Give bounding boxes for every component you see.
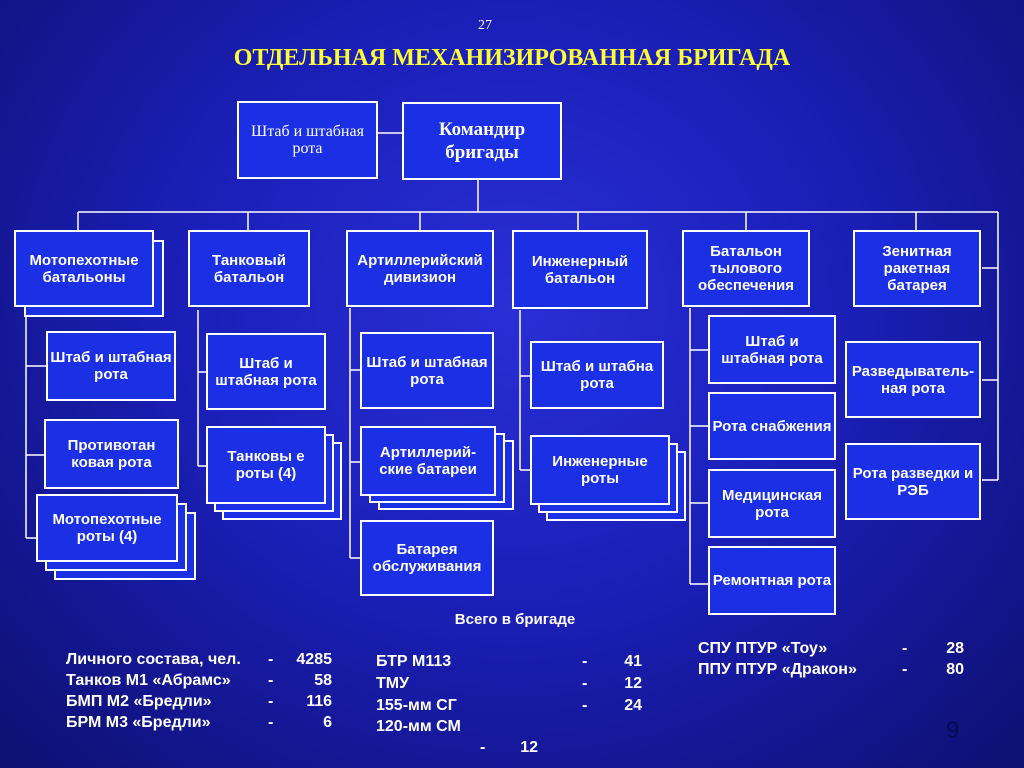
child-supply-company: Рота снабжения <box>708 392 836 460</box>
stat-label: ТМУ <box>376 675 410 692</box>
unit-tank-battalion: Танковый батальон <box>188 230 310 307</box>
stat-label: БМП М2 «Бредли» <box>66 693 212 710</box>
child-mech-infantry-companies: Мотопехотные роты (4) <box>36 494 178 562</box>
stat-label: ППУ ПТУР «Дракон» <box>698 661 857 678</box>
unit-air-defense-battery: Зенитная ракетная батарея <box>853 230 981 307</box>
child-service-battery: Батарея обслуживания <box>360 520 494 596</box>
hq-company-box: Штаб и штабная рота <box>237 101 378 179</box>
child-recon-ew-company: Рота разведки и РЭБ <box>845 443 981 520</box>
page-title: ОТДЕЛЬНАЯ МЕХАНИЗИРОВАННАЯ БРИГАДА <box>233 45 791 71</box>
stat-label: СПУ ПТУР «Тоу» <box>698 640 828 657</box>
stat-dash: - <box>582 653 588 670</box>
slide-number: 9 <box>946 717 960 744</box>
child-medical-company: Медицинская рота <box>708 469 836 538</box>
child-hq-company: Штаб и штабная рота <box>206 333 326 410</box>
stat-dash: - <box>268 714 274 731</box>
stat-value: 6 <box>323 714 332 731</box>
child-hq-company: Штаб и штабная рота <box>708 315 836 384</box>
commander-box: Командир бригады <box>402 102 562 180</box>
page-number: 27 <box>478 18 492 33</box>
child-tank-companies: Танковы е роты (4) <box>206 426 326 504</box>
stat-label: Танков М1 «Абрамс» <box>66 672 231 689</box>
stat-value: 116 <box>306 693 332 710</box>
stat-dash: - <box>268 651 274 668</box>
unit-support-battalion: Батальон тылового обеспечения <box>682 230 810 307</box>
stat-dash: - <box>268 693 274 710</box>
stat-dash: - <box>902 661 908 678</box>
stat-label: БТР М113 <box>376 653 452 670</box>
stat-label: БРМ М3 «Бредли» <box>66 714 211 731</box>
stat-value: 4285 <box>296 651 332 668</box>
unit-artillery-division: Артиллерийский дивизион <box>346 230 494 307</box>
stat-label: 120-мм СМ <box>376 718 461 735</box>
totals-title: Всего в бригаде <box>454 611 576 628</box>
stat-dash: - <box>582 697 588 714</box>
stat-value: 12 <box>624 675 642 692</box>
stat-dash: - <box>480 739 486 756</box>
unit-engineer-battalion: Инженерный батальон <box>512 230 648 309</box>
stat-value: 41 <box>624 653 642 670</box>
stat-dash: - <box>582 675 588 692</box>
stat-value: 24 <box>624 697 642 714</box>
child-engineer-companies: Инженерные роты <box>530 435 670 505</box>
stat-dash: - <box>902 640 908 657</box>
child-antitank-company: Противотан ковая рота <box>44 419 179 489</box>
stat-dash: - <box>268 672 274 689</box>
child-hq-company: Штаб и штабная рота <box>46 331 176 401</box>
stat-label: 155-мм СГ <box>376 697 457 714</box>
stat-value: 58 <box>314 672 332 689</box>
stat-value: 80 <box>946 661 964 678</box>
stat-value: 12 <box>520 739 538 756</box>
child-recon-company: Разведыватель-ная рота <box>845 341 981 418</box>
child-hq-company: Штаб и штабная рота <box>360 332 494 409</box>
stat-label: Личного состава, чел. <box>66 651 241 668</box>
stat-value: 28 <box>946 640 964 657</box>
unit-mech-infantry-battalions: Мотопехотные батальоны <box>14 230 154 307</box>
child-maintenance-company: Ремонтная рота <box>708 546 836 615</box>
child-artillery-batteries: Артиллерий-ские батареи <box>360 426 496 496</box>
child-hq-company: Штаб и штабна рота <box>530 341 664 409</box>
